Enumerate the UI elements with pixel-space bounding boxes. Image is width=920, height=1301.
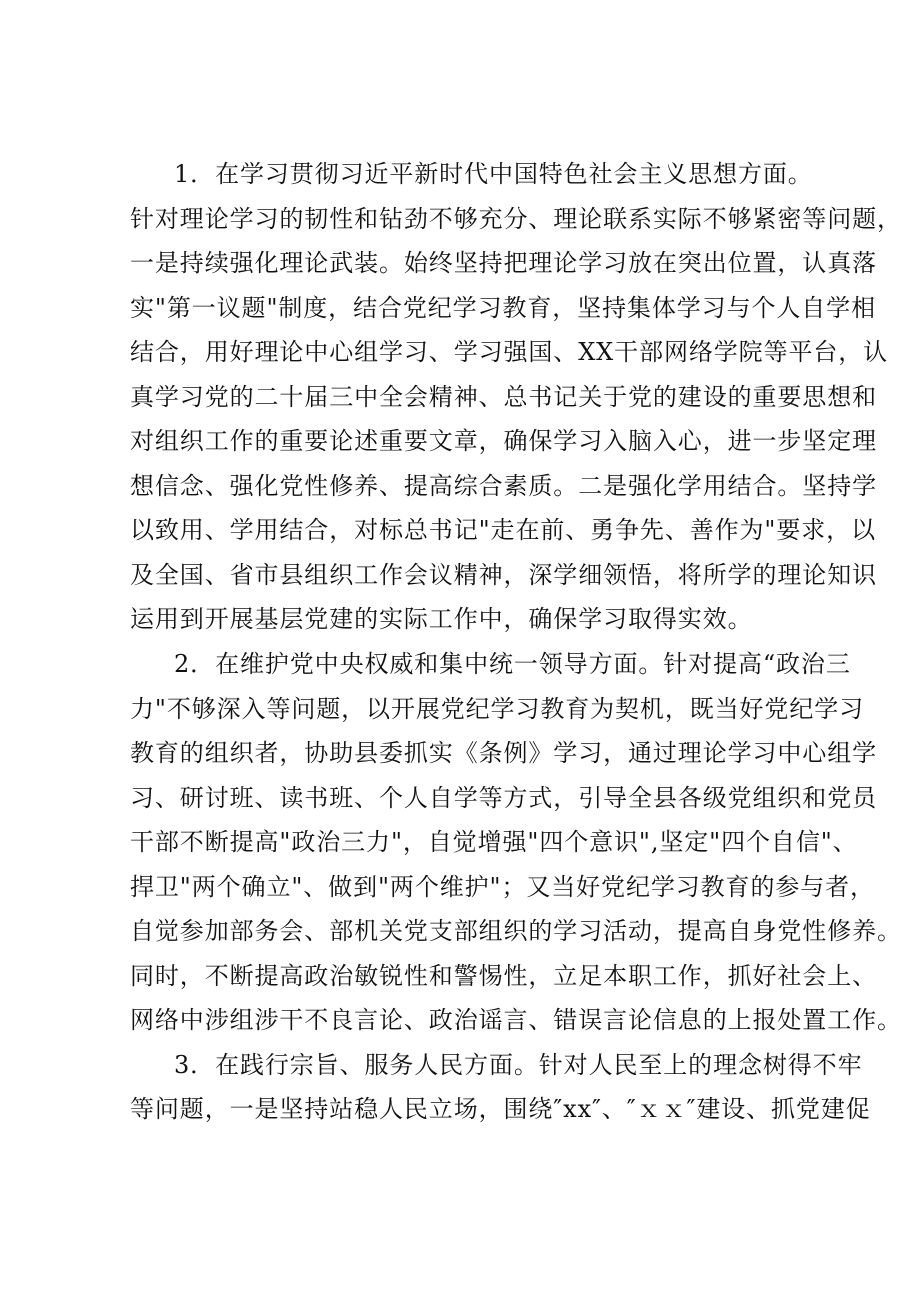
paragraph-line: 等问题，一是坚持站稳人民立场，围绕″xx″、″ｘｘ″建设、抓党建促	[130, 1095, 871, 1124]
paragraph-line: 运用到开展基层党建的实际工作中，确保学习取得实效。	[130, 605, 753, 634]
paragraph-line: 结合，用好理论中心组学习、学习强国、XX干部网络学院等平台，认	[130, 338, 889, 367]
paragraph-line: 网络中涉组涉干不良言论、政治谣言、错误言论信息的上报处置工作。	[130, 1006, 902, 1035]
paragraph-line: 捍卫"两个确立"、做到"两个维护"；又当好党纪学习教育的参与者，	[130, 872, 875, 901]
paragraph-line: 一是持续强化理论武装。始终坚持把理论学习放在突出位置，认真落	[130, 249, 877, 278]
paragraph-line: 及全国、省市县组织工作会议精神，深学细领悟，将所学的理论知识	[130, 560, 877, 589]
heading-1: 1．在学习贯彻习近平新时代中国特色社会主义思想方面。	[174, 160, 813, 188]
paragraph-line: 想信念、强化党性修养、提高综合素质。二是强化学用结合。坚持学	[130, 471, 877, 500]
paragraph-line: 教育的组织者，协助县委抓实《条例》学习，通过理论学习中心组学	[130, 739, 877, 768]
document-body	[130, 152, 902, 1132]
paragraph-line: 自觉参加部务会、部机关党支部组织的学习活动，提高自身党性修养。	[130, 917, 902, 946]
paragraph-line: 以致用、学用结合，对标总书记"走在前、勇争先、善作为"要求，以	[130, 516, 876, 545]
heading-2: 2．在维护党中央权威和集中统一领导方面。针对提高“政治三	[174, 650, 851, 679]
paragraph-line: 针对理论学习的韧性和钻劲不够充分、理论联系实际不够紧密等问题，	[130, 204, 902, 233]
paragraph-line: 力"不够深入等问题，以开展党纪学习教育为契机，既当好党纪学习	[130, 694, 865, 723]
paragraph-line: 同时，不断提高政治敏锐性和警惕性，立足本职工作，抓好社会上、	[130, 961, 877, 990]
paragraph-line: 实"第一议题"制度，结合党纪学习教育，坚持集体学习与个人自学相	[130, 293, 876, 322]
paragraph-line: 真学习党的二十届三中全会精神、总书记关于党的建设的重要思想和	[130, 382, 877, 411]
paragraph-line: 习、研讨班、读书班、个人自学等方式，引导全县各级党组织和党员	[130, 783, 877, 812]
paragraph-line: 干部不断提高"政治三力"，自觉增强"四个意识",坚定"四个自信"、	[130, 828, 858, 857]
paragraph-line: 对组织工作的重要论述重要文章，确保学习入脑入心，进一步坚定理	[130, 427, 877, 456]
heading-3: 3．在践行宗旨、服务人民方面。针对人民至上的理念树得不牢	[174, 1050, 863, 1079]
